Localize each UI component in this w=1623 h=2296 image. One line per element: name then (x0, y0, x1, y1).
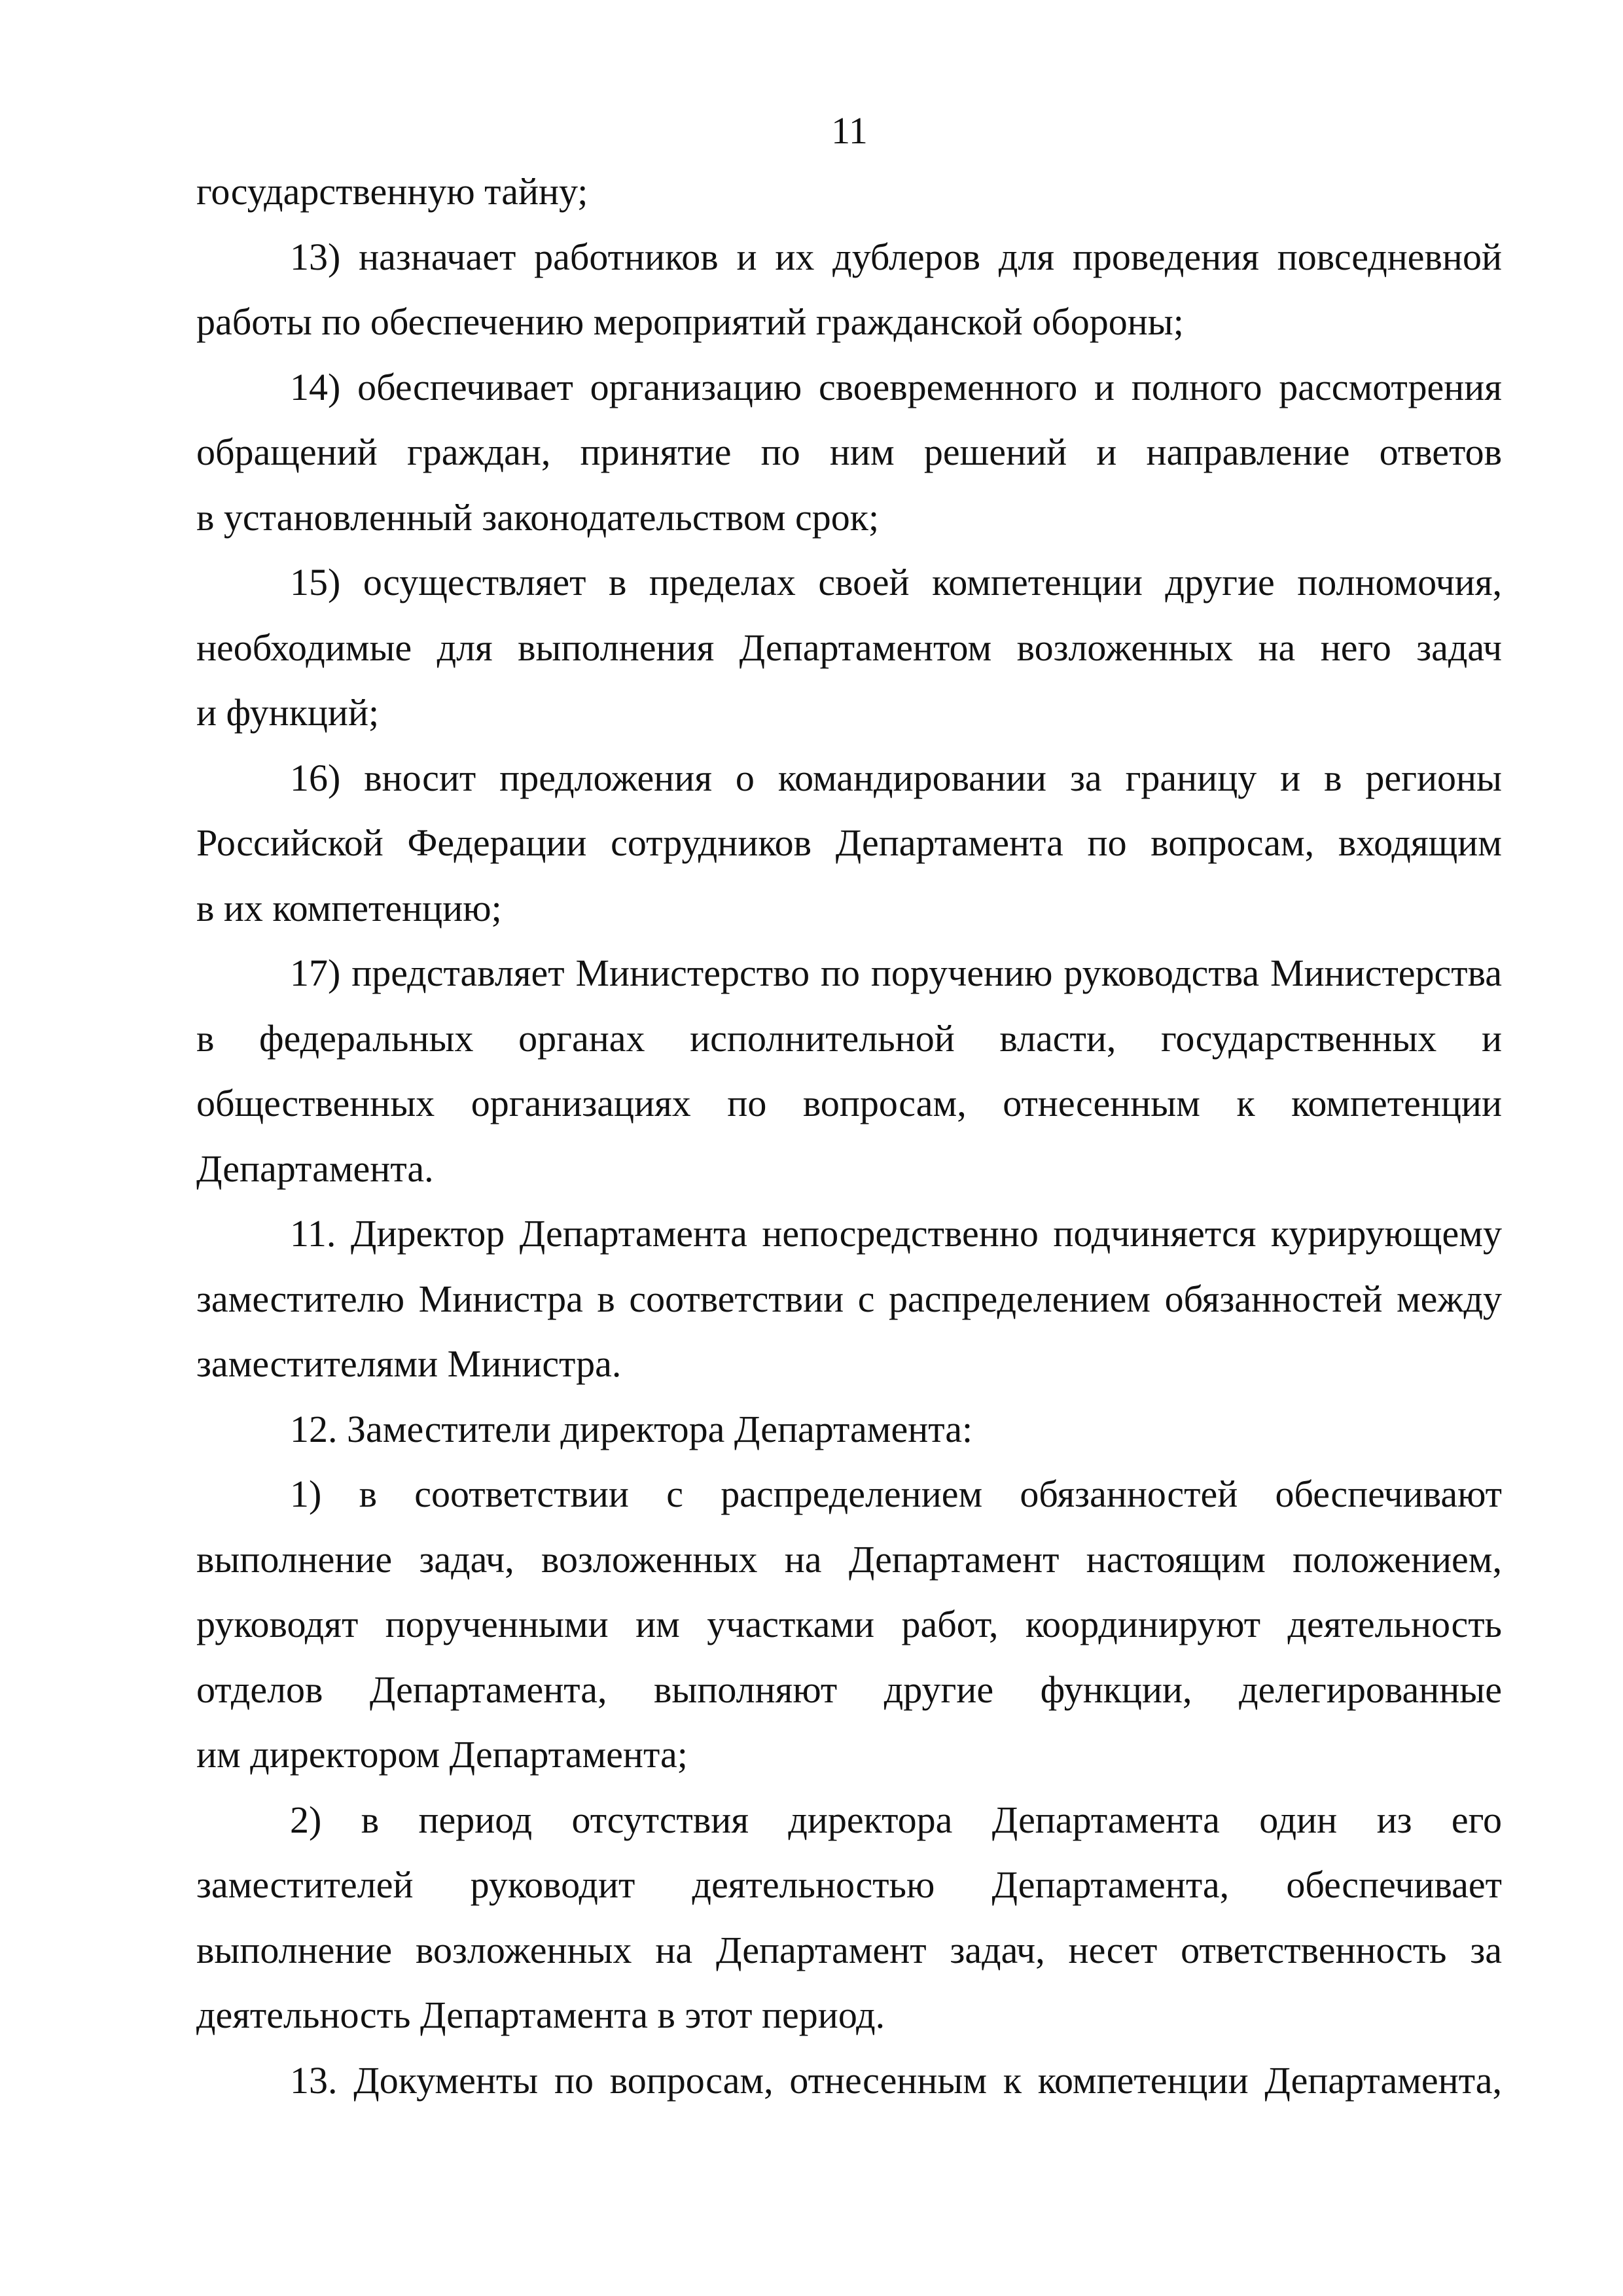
paragraph (196, 745, 1502, 941)
text-line: 16) вносит предложения о командировании за границу и в регионы (290, 756, 1502, 799)
text-line: необходимые для выполнения Департаментом возложенных на него задач (196, 626, 1502, 669)
text-line: в установленный законодательством срок; (196, 495, 880, 539)
text-line: выполнение возложенных на Департамент задач, несет ответственность за (196, 1928, 1502, 1971)
text-line: работы по обеспечению мероприятий гражданской обороны; (196, 300, 1184, 343)
document-body (196, 159, 1502, 2113)
text-line: им директором Департамента; (196, 1733, 688, 1776)
text-line: Департамента. (196, 1147, 434, 1190)
paragraph (196, 2048, 1502, 2113)
text-line: в их компетенцию; (196, 886, 502, 929)
text-line: руководят порученными им участками работ, координируют деятельность (196, 1603, 1502, 1645)
paragraph (196, 224, 1502, 355)
text-line: общественных организациях по вопросам, отнесенным к компетенции (196, 1082, 1502, 1124)
paragraph (196, 550, 1502, 745)
paragraph (196, 1462, 1502, 1787)
paragraph (196, 1201, 1502, 1397)
text-line: деятельность Департамента в этот период. (196, 1994, 885, 2036)
text-line: обращений граждан, принятие по ним решений и направление ответов (196, 431, 1502, 473)
text-line: заместителю Министра в соответствии с распределением обязанностей между (196, 1277, 1502, 1320)
page-number: 11 (831, 109, 868, 152)
text-line: 12. Заместители директора Департамента: (290, 1407, 973, 1450)
text-line: отделов Департамента, выполняют другие функции, делегированные (196, 1668, 1502, 1711)
paragraph (196, 1787, 1502, 2048)
text-line: 1) в соответствии с распределением обязанностей обеспечивают (290, 1473, 1502, 1515)
paragraph (196, 1397, 1502, 1462)
text-line: государственную тайну; (196, 170, 588, 213)
paragraph (196, 941, 1502, 1201)
text-line: 13) назначает работников и их дублеров для проведения повседневной (290, 235, 1502, 278)
text-line: 11. Директор Департамента непосредственно подчиняется курирующему (290, 1212, 1502, 1255)
text-line: 17) представляет Министерство по поручению руководства Министерства (290, 952, 1502, 994)
text-line: выполнение задач, возложенных на Департамент настоящим положением, (196, 1537, 1502, 1581)
text-line: 15) осуществляет в пределах своей компетенции другие полномочия, (290, 561, 1502, 603)
text-line: заместителями Министра. (196, 1342, 622, 1385)
text-line: Российской Федерации сотрудников Департамента по вопросам, входящим (196, 821, 1502, 864)
text-line: и функций; (196, 691, 380, 734)
text-line: 14) обеспечивает организацию своевременного и полного рассмотрения (290, 365, 1502, 408)
text-line: 2) в период отсутствия директора Департамента один из его (290, 1798, 1502, 1841)
text-line: заместителей руководит деятельностью Департамента, обеспечивает (196, 1863, 1502, 1906)
paragraph (196, 159, 1502, 224)
text-line: в федеральных органах исполнительной власти, государственных и (196, 1016, 1502, 1060)
text-line: 13. Документы по вопросам, отнесенным к компетенции Департамента, (290, 2058, 1502, 2102)
paragraph (196, 355, 1502, 550)
